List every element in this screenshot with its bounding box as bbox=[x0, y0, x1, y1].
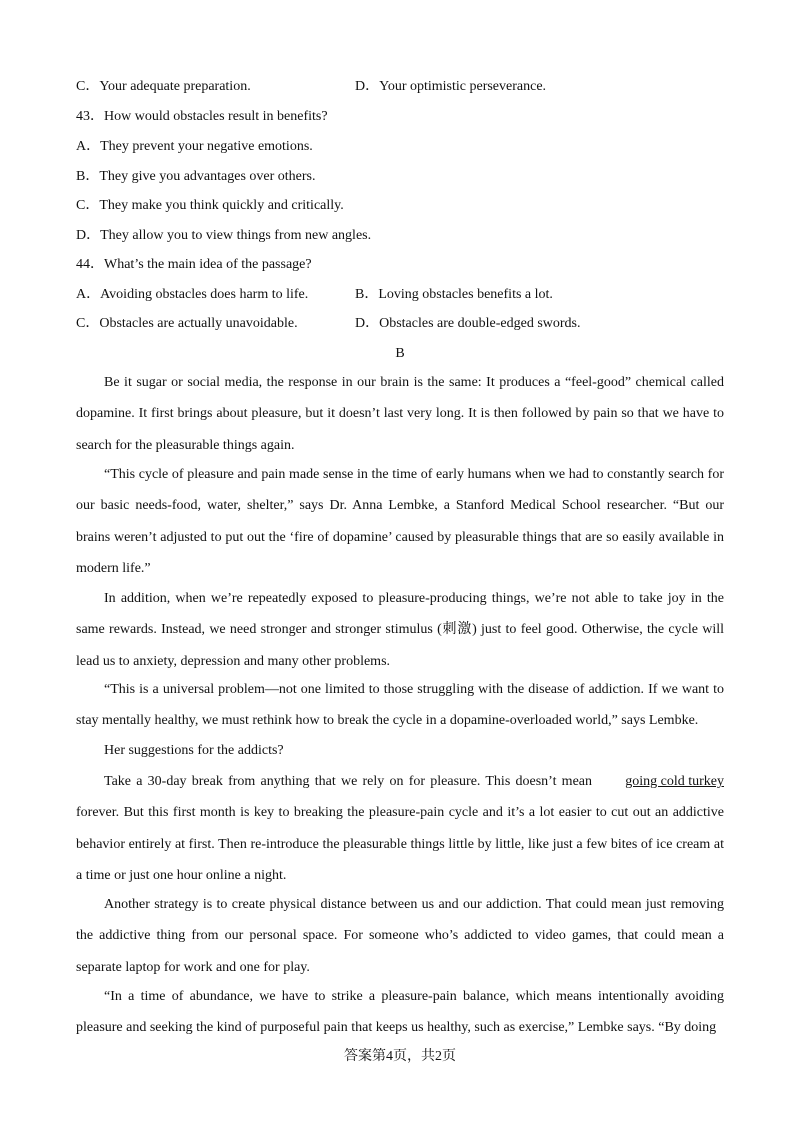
paragraph-1: Be it sugar or social media, the response in our brain is the same: It produces a “feel-good” chemical called dopamine. It first brings about pleasure, but it doesn’t last very long. It is then followed by pain so that we have to search for the pleasurable things again. bbox=[76, 375, 724, 453]
underlined-phrase: going cold turkey bbox=[625, 774, 724, 789]
paragraph-6 bbox=[76, 766, 724, 891]
q43-option-a: A．They prevent your negative emotions. bbox=[76, 139, 313, 154]
page-footer: 答案第4页，共2页 bbox=[344, 1049, 456, 1064]
q44-question: 44．What’s the main idea of the passage? bbox=[76, 257, 312, 272]
paragraph-4: “This is a universal problem—not one limited to those struggling with the disease of addiction. If we want to stay mentally healthy, we must rethink how to break the cycle in a dopamine-overloaded world,” says Lembke. bbox=[76, 682, 724, 729]
q44-option-c: C．Obstacles are actually unavoidable. bbox=[76, 316, 298, 331]
q43-option-b: B．They give you advantages over others. bbox=[76, 169, 316, 184]
q43-option-d: D．They allow you to view things from new angles. bbox=[76, 228, 372, 243]
q43-question: 43．How would obstacles result in benefits? bbox=[76, 109, 328, 124]
q44-option-a: A．Avoiding obstacles does harm to life. bbox=[76, 287, 309, 302]
paragraph-5: Her suggestions for the addicts? bbox=[104, 743, 284, 758]
paragraph-6-text-after: forever. But this first month is key to breaking the pleasure-pain cycle and it’s a lot easier to cut out an addictive behavior entirely at first. Then re-introduce the pleasurable things little by little, like just a few bites of ice cream at a time or just one hour online a night. bbox=[76, 805, 724, 883]
q42-option-c: C．Your adequate preparation. bbox=[76, 79, 251, 94]
q42-option-d: D．Your optimistic perseverance. bbox=[355, 79, 547, 94]
paragraph-3: In addition, when we’re repeatedly exposed to pleasure-producing things, we’re not able to take joy in the same rewards. Instead, we need stronger and stronger stimulus (刺激) just to feel good. Otherwise, the cycle will lead us to anxiety, depression and many other problems. bbox=[76, 591, 724, 669]
q43-option-c: C．They make you think quickly and critically. bbox=[76, 198, 344, 213]
paragraph-7: Another strategy is to create physical distance between us and our addiction. That could mean just removing the addictive thing from our personal space. For someone who’s addicted to video games, that could mean a separate laptop for work and one for play. bbox=[76, 897, 724, 975]
section-heading: B bbox=[395, 346, 405, 361]
q44-option-b: B．Loving obstacles benefits a lot. bbox=[355, 287, 553, 302]
paragraph-8: “In a time of abundance, we have to strike a pleasure-pain balance, which means intentionally avoiding pleasure and seeking the kind of purposeful pain that keeps us healthy, such as exercise,” Lembke says. “By doing bbox=[76, 989, 724, 1036]
paragraph-6-text-before: Take a 30-day break from anything that we rely on for pleasure. This doesn’t mean bbox=[104, 774, 598, 789]
paragraph-2: “This cycle of pleasure and pain made sense in the time of early humans when we had to constantly search for our basic needs-food, water, shelter,” says Dr. Anna Lembke, a Stanford Medical School researcher. “But our brains weren’t adjusted to put out the ‘fire of dopamine’ caused by pleasurable things that are so easily available in modern life.” bbox=[76, 467, 724, 576]
q44-option-d: D．Obstacles are double-edged swords. bbox=[355, 316, 581, 331]
